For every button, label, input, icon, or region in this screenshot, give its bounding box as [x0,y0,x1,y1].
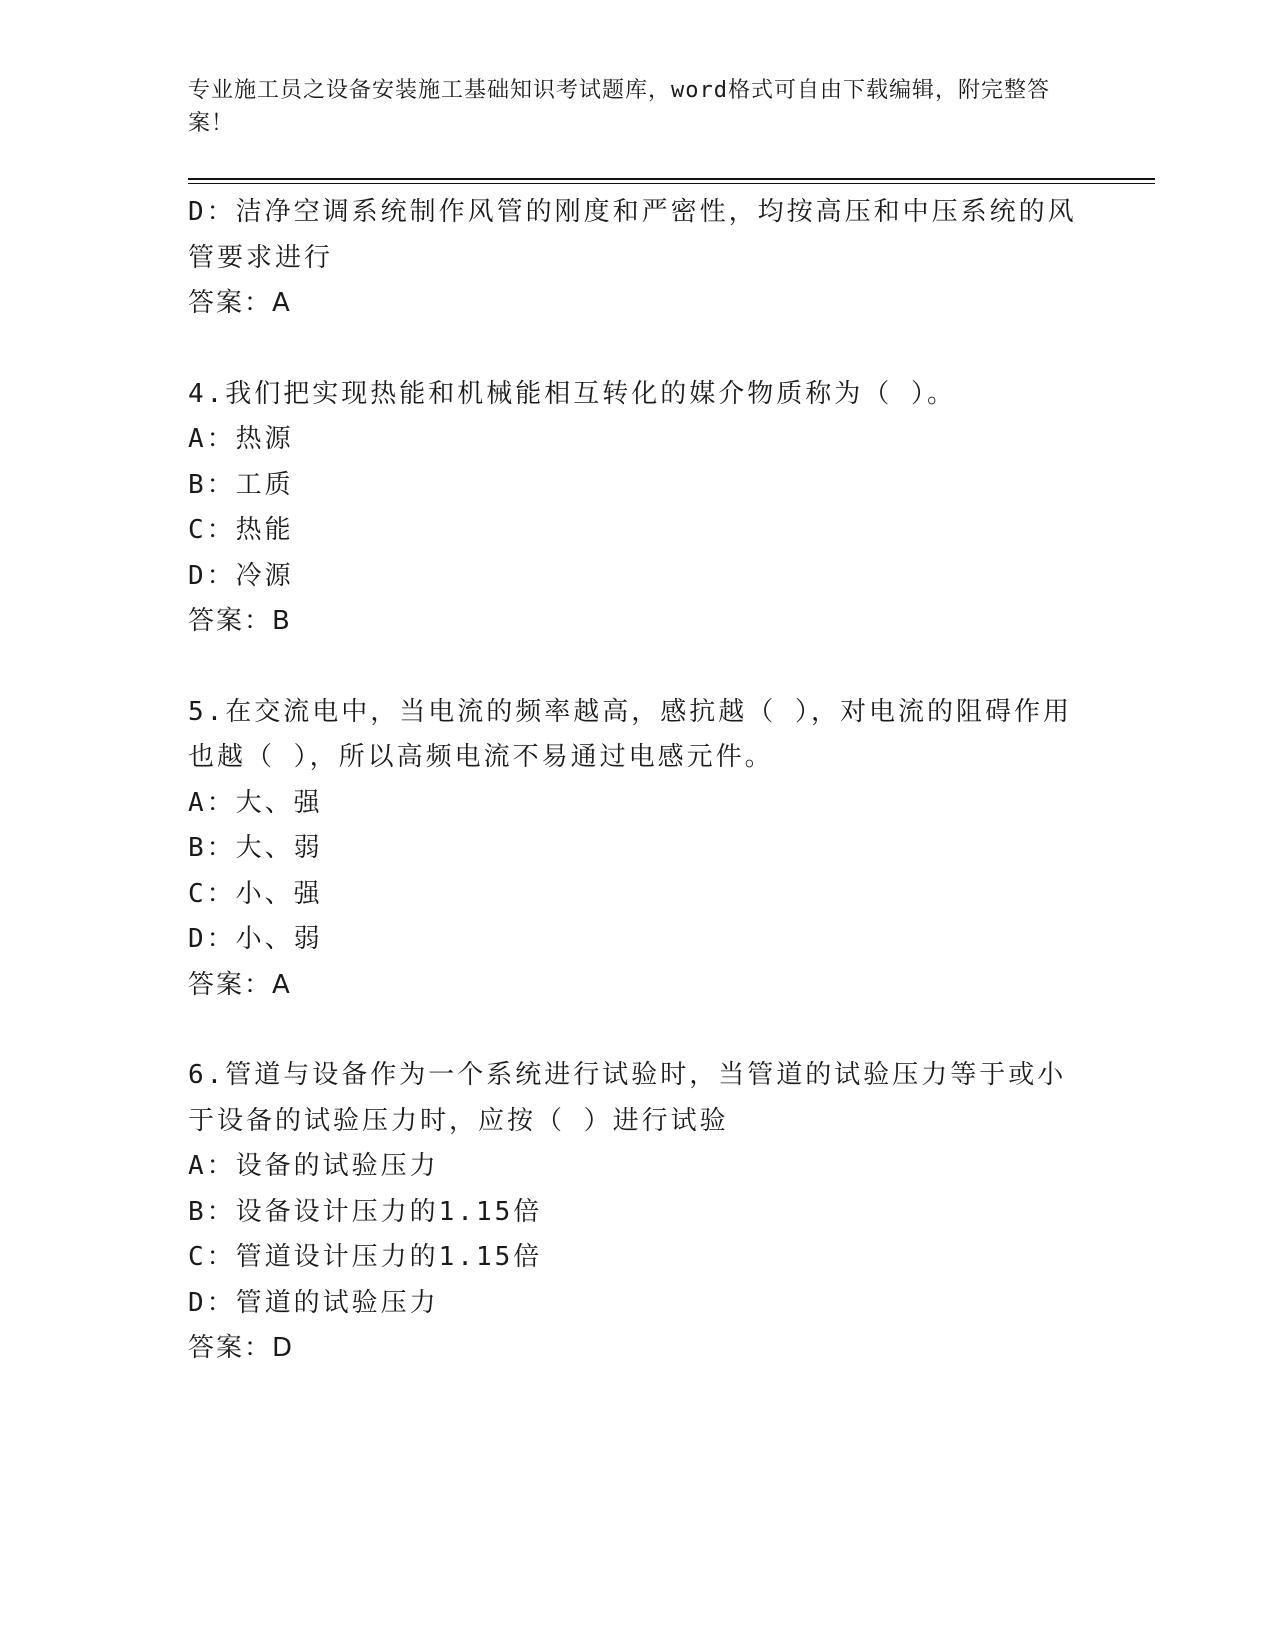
option-b: B：设备设计压力的1.15倍 [188,1196,543,1227]
question-stem: 6.管道与设备作为一个系统进行试验时，当管道的试验压力等于或小于设备的试验压力时，应按（ ）进行试验 [188,1060,1067,1136]
question-3-tail [188,190,1088,327]
header-title: 专业施工员之设备安装施工基础知识考试题库，word格式可自由下载编辑，附完整答案！ [188,78,1050,136]
document-header [188,74,1068,140]
option-d: D：冷源 [188,560,294,591]
answer: 答案：A [188,288,292,318]
question-4 [188,372,1088,645]
question-6 [188,1053,1088,1372]
option-a: A：设备的试验压力 [188,1151,439,1181]
option-d: D：洁净空调系统制作风管的刚度和严密性，均按高压和中压系统的风管要求进行 [188,197,1077,273]
question-5 [188,690,1088,1009]
answer: 答案：A [188,969,292,1000]
option-b: B：大、弱 [188,833,323,863]
header-rule-thick [188,178,1155,180]
option-a: A：大、强 [188,787,323,818]
header-rule-thin [188,183,1155,184]
question-stem: 5.在交流电中，当电流的频率越高，感抗越（ ），对电流的阻碍作用也越（ ），所以高频电流不易通过电感元件。 [188,696,1072,772]
answer: 答案：D [188,1333,295,1363]
option-a: A：热源 [188,424,294,454]
question-list [188,190,1088,1417]
option-c: C：管道设计压力的1.15倍 [188,1242,543,1272]
option-d: D：小、弱 [188,924,323,954]
option-c: C：小、强 [188,878,323,909]
question-stem: 4.我们把实现热能和机械能相互转化的媒介物质称为（ ）。 [188,378,956,409]
option-c: C：热能 [188,515,294,545]
option-d: D：管道的试验压力 [188,1287,439,1318]
option-b: B：工质 [188,469,294,500]
answer: 答案：B [188,606,292,636]
